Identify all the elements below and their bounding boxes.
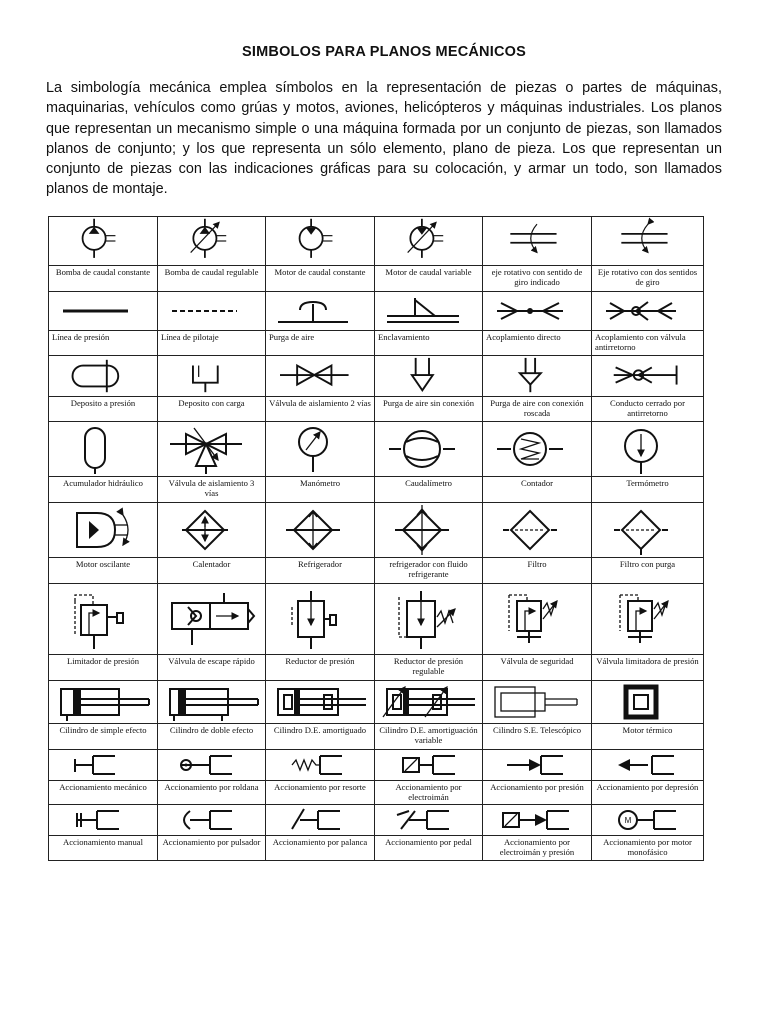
symbol-cell	[158, 749, 266, 805]
symbol-label: Acoplamiento con válvula antirretorno	[592, 330, 703, 355]
manometer-icon	[266, 422, 374, 476]
symbol-cell	[49, 502, 158, 583]
symbol-label: Calentador	[158, 557, 265, 583]
coolant-cooler-icon	[375, 503, 482, 557]
symbol-label: Deposito a presión	[49, 396, 157, 421]
symbol-label: Caudalímetro	[375, 476, 482, 502]
table-row	[49, 749, 704, 805]
pilot-line-icon	[158, 292, 265, 330]
table-row	[49, 291, 704, 355]
push-button-actuation-icon	[158, 805, 265, 835]
flowmeter-icon	[375, 422, 482, 476]
symbol-cell	[158, 681, 266, 749]
symbol-label: Filtro con purga	[592, 557, 703, 583]
symbol-label: Línea de pilotaje	[158, 330, 265, 355]
symbol-cell	[592, 805, 704, 861]
symbol-cell	[483, 421, 592, 502]
single-phase-motor-actuation-icon	[592, 805, 703, 835]
table-row	[49, 502, 704, 583]
symbol-cell	[158, 421, 266, 502]
symbol-label: Purga de aire	[266, 330, 374, 355]
symbol-label: Cilindro de simple efecto	[49, 723, 157, 748]
table-row	[49, 217, 704, 292]
pedal-actuation-icon	[375, 805, 482, 835]
counter-icon	[483, 422, 591, 476]
filter-icon	[483, 503, 591, 557]
symbol-label: Purga de aire con conexión roscada	[483, 396, 591, 421]
thermometer-icon	[592, 422, 703, 476]
lever-actuation-icon	[266, 805, 374, 835]
single-acting-cylinder-icon	[49, 681, 157, 723]
rotary-shaft-icon	[483, 217, 591, 265]
symbol-label: Deposito con carga	[158, 396, 265, 421]
variable-motor-icon	[375, 217, 482, 265]
pressure-line-icon	[49, 292, 157, 330]
pump-icon	[49, 217, 157, 265]
symbol-label: Motor de caudal variable	[375, 265, 482, 291]
symbol-label: Accionamiento mecánico	[49, 780, 157, 805]
cooler-icon	[266, 503, 374, 557]
symbol-label: Filtro	[483, 557, 591, 583]
symbol-cell	[483, 502, 592, 583]
symbol-cell	[375, 217, 483, 292]
symbol-cell	[266, 291, 375, 355]
symbol-label: Accionamiento por roldana	[158, 780, 265, 805]
symbol-cell	[158, 502, 266, 583]
variable-pump-icon	[158, 217, 265, 265]
symbol-cell	[483, 805, 592, 861]
symbol-cell	[592, 681, 704, 749]
symbol-cell	[592, 583, 704, 681]
solenoid-pressure-actuation-icon	[483, 805, 591, 835]
symbol-label: Limitador de presión	[49, 654, 157, 681]
symbol-label: Termómetro	[592, 476, 703, 502]
air-bleed-icon	[266, 292, 374, 330]
symbol-label: Cilindro D.E. amortiguado	[266, 723, 374, 748]
symbol-cell	[49, 749, 158, 805]
symbol-cell	[375, 805, 483, 861]
heater-icon	[158, 503, 265, 557]
symbol-cell	[49, 421, 158, 502]
mechanical-actuation-icon	[49, 750, 157, 780]
symbol-cell	[592, 291, 704, 355]
symbol-label: Accionamiento por pulsador	[158, 835, 265, 860]
symbol-label: Válvula de aislamiento 3 vías	[158, 476, 265, 502]
symbol-label: Accionamiento por electroimán	[375, 780, 482, 805]
symbol-cell	[375, 291, 483, 355]
symbol-label: eje rotativo con sentido de giro indicado	[483, 265, 591, 291]
symbol-cell	[266, 805, 375, 861]
symbol-cell	[375, 355, 483, 421]
closed-check-conduit-icon	[592, 356, 703, 396]
drain-filter-icon	[592, 503, 703, 557]
symbol-label: Accionamiento manual	[49, 835, 157, 860]
symbol-cell	[49, 355, 158, 421]
motor-icon	[266, 217, 374, 265]
telescopic-cylinder-icon	[483, 681, 591, 723]
safety-valve-icon	[483, 584, 591, 654]
symbol-cell	[483, 749, 592, 805]
double-acting-cylinder-icon	[158, 681, 265, 723]
table-row	[49, 681, 704, 749]
symbol-label: Válvula de aislamiento 2 vías	[266, 396, 374, 421]
symbol-label: Acumulador hidráulico	[49, 476, 157, 502]
symbol-label: Accionamiento por palanca	[266, 835, 374, 860]
solenoid-actuation-icon	[375, 750, 482, 780]
interlock-icon	[375, 292, 482, 330]
symbol-cell	[592, 421, 704, 502]
three-way-valve-icon	[158, 422, 265, 476]
symbol-label: Accionamiento por motor monofásico	[592, 835, 703, 860]
symbol-label: Reductor de presión regulable	[375, 654, 482, 681]
symbol-cell	[592, 502, 704, 583]
cushioned-cylinder-icon	[266, 681, 374, 723]
symbol-label: Accionamiento por depresión	[592, 780, 703, 805]
symbol-cell	[266, 749, 375, 805]
symbol-label: Línea de presión	[49, 330, 157, 355]
symbol-label: Acoplamiento directo	[483, 330, 591, 355]
intro-paragraph: La simbología mecánica emplea símbolos en la representación de piezas o partes de máquinas, maquinarias, vehículos como grúas y motos, aviones, helicópteros y máquinas industriales. Los planos que representan un mecanismo simple o una máquina formada por un conjunto de piezas, son llamados planos de conjunto; y los que representa un sólo elemento, plano de pieza. Los que representan un conjunto de piezas con las indicaciones gráficas para su colocación, y armar un todo, son llamados planos de montaje.	[46, 80, 722, 198]
symbol-label: Contador	[483, 476, 591, 502]
adjustable-reducer-icon	[375, 584, 482, 654]
symbol-label: Eje rotativo con dos sentidos de giro	[592, 265, 703, 291]
variable-cushion-cylinder-icon	[375, 681, 482, 723]
symbol-cell	[266, 583, 375, 681]
symbol-label: Motor oscilante	[49, 557, 157, 583]
symbol-cell	[483, 355, 592, 421]
symbol-label: Cilindro D.E. amortiguación variable	[375, 723, 482, 748]
symbol-table	[48, 216, 704, 861]
quick-exhaust-valve-icon	[158, 584, 265, 654]
symbol-cell	[375, 421, 483, 502]
spring-actuation-icon	[266, 750, 374, 780]
check-valve-coupling-icon	[592, 292, 703, 330]
symbol-cell	[375, 502, 483, 583]
pressure-reducer-icon	[266, 584, 374, 654]
symbol-cell	[592, 217, 704, 292]
symbol-label: Purga de aire sin conexión	[375, 396, 482, 421]
table-row	[49, 355, 704, 421]
oscillating-motor-icon	[49, 503, 157, 557]
manual-actuation-icon	[49, 805, 157, 835]
symbol-cell	[49, 805, 158, 861]
pressure-limiter-icon	[49, 584, 157, 654]
symbol-label: Motor térmico	[592, 723, 703, 748]
symbol-cell	[375, 583, 483, 681]
symbol-cell	[483, 217, 592, 292]
symbol-cell	[483, 291, 592, 355]
symbol-label: Refrigerador	[266, 557, 374, 583]
symbol-cell	[592, 749, 704, 805]
symbol-label: Enclavamiento	[375, 330, 482, 355]
accumulator-icon	[49, 422, 157, 476]
symbol-label: refrigerador con fluido refrigerante	[375, 557, 482, 583]
symbol-cell	[49, 291, 158, 355]
pressure-tank-icon	[49, 356, 157, 396]
symbol-cell	[49, 681, 158, 749]
symbol-label: Reductor de presión	[266, 654, 374, 681]
symbol-cell	[266, 421, 375, 502]
symbol-cell	[483, 681, 592, 749]
symbol-cell	[158, 583, 266, 681]
symbol-cell	[266, 502, 375, 583]
symbol-cell	[266, 355, 375, 421]
vacuum-actuation-icon	[592, 750, 703, 780]
symbol-cell	[49, 583, 158, 681]
symbol-label: Motor de caudal constante	[266, 265, 374, 291]
direct-coupling-icon	[483, 292, 591, 330]
symbol-cell	[483, 583, 592, 681]
symbol-cell	[49, 217, 158, 292]
symbol-cell	[158, 355, 266, 421]
table-row	[49, 421, 704, 502]
symbol-label: Accionamiento por presión	[483, 780, 591, 805]
two-way-valve-icon	[266, 356, 374, 396]
thermal-motor-icon	[592, 681, 703, 723]
air-bleed-no-connection-icon	[375, 356, 482, 396]
symbol-cell	[375, 749, 483, 805]
bidirectional-shaft-icon	[592, 217, 703, 265]
symbol-cell	[266, 681, 375, 749]
symbol-label: Conducto cerrado por antirretorno	[592, 396, 703, 421]
symbol-label: Bomba de caudal constante	[49, 265, 157, 291]
symbol-cell	[266, 217, 375, 292]
symbol-cell	[158, 291, 266, 355]
roller-actuation-icon	[158, 750, 265, 780]
symbol-label: Válvula de escape rápido	[158, 654, 265, 681]
page-title: SIMBOLOS PARA PLANOS MECÁNICOS	[242, 44, 526, 60]
symbol-label: Válvula limitadora de presión	[592, 654, 703, 681]
symbol-label: Cilindro de doble efecto	[158, 723, 265, 748]
symbol-cell	[375, 681, 483, 749]
pressure-actuation-icon	[483, 750, 591, 780]
symbol-label: Manómetro	[266, 476, 374, 502]
relief-valve-icon	[592, 584, 703, 654]
symbol-cell	[158, 217, 266, 292]
symbol-label: Cilindro S.E. Telescópico	[483, 723, 591, 748]
table-row	[49, 805, 704, 861]
loaded-tank-icon	[158, 356, 265, 396]
svg-text:M: M	[624, 816, 631, 826]
symbol-label: Bomba de caudal regulable	[158, 265, 265, 291]
symbol-label: Válvula de seguridad	[483, 654, 591, 681]
symbol-label: Accionamiento por pedal	[375, 835, 482, 860]
symbol-label: Accionamiento por resorte	[266, 780, 374, 805]
symbol-cell	[592, 355, 704, 421]
symbol-label: Accionamiento por electroimán y presión	[483, 835, 591, 860]
symbol-cell	[158, 805, 266, 861]
table-row	[49, 583, 704, 681]
air-bleed-threaded-icon	[483, 356, 591, 396]
